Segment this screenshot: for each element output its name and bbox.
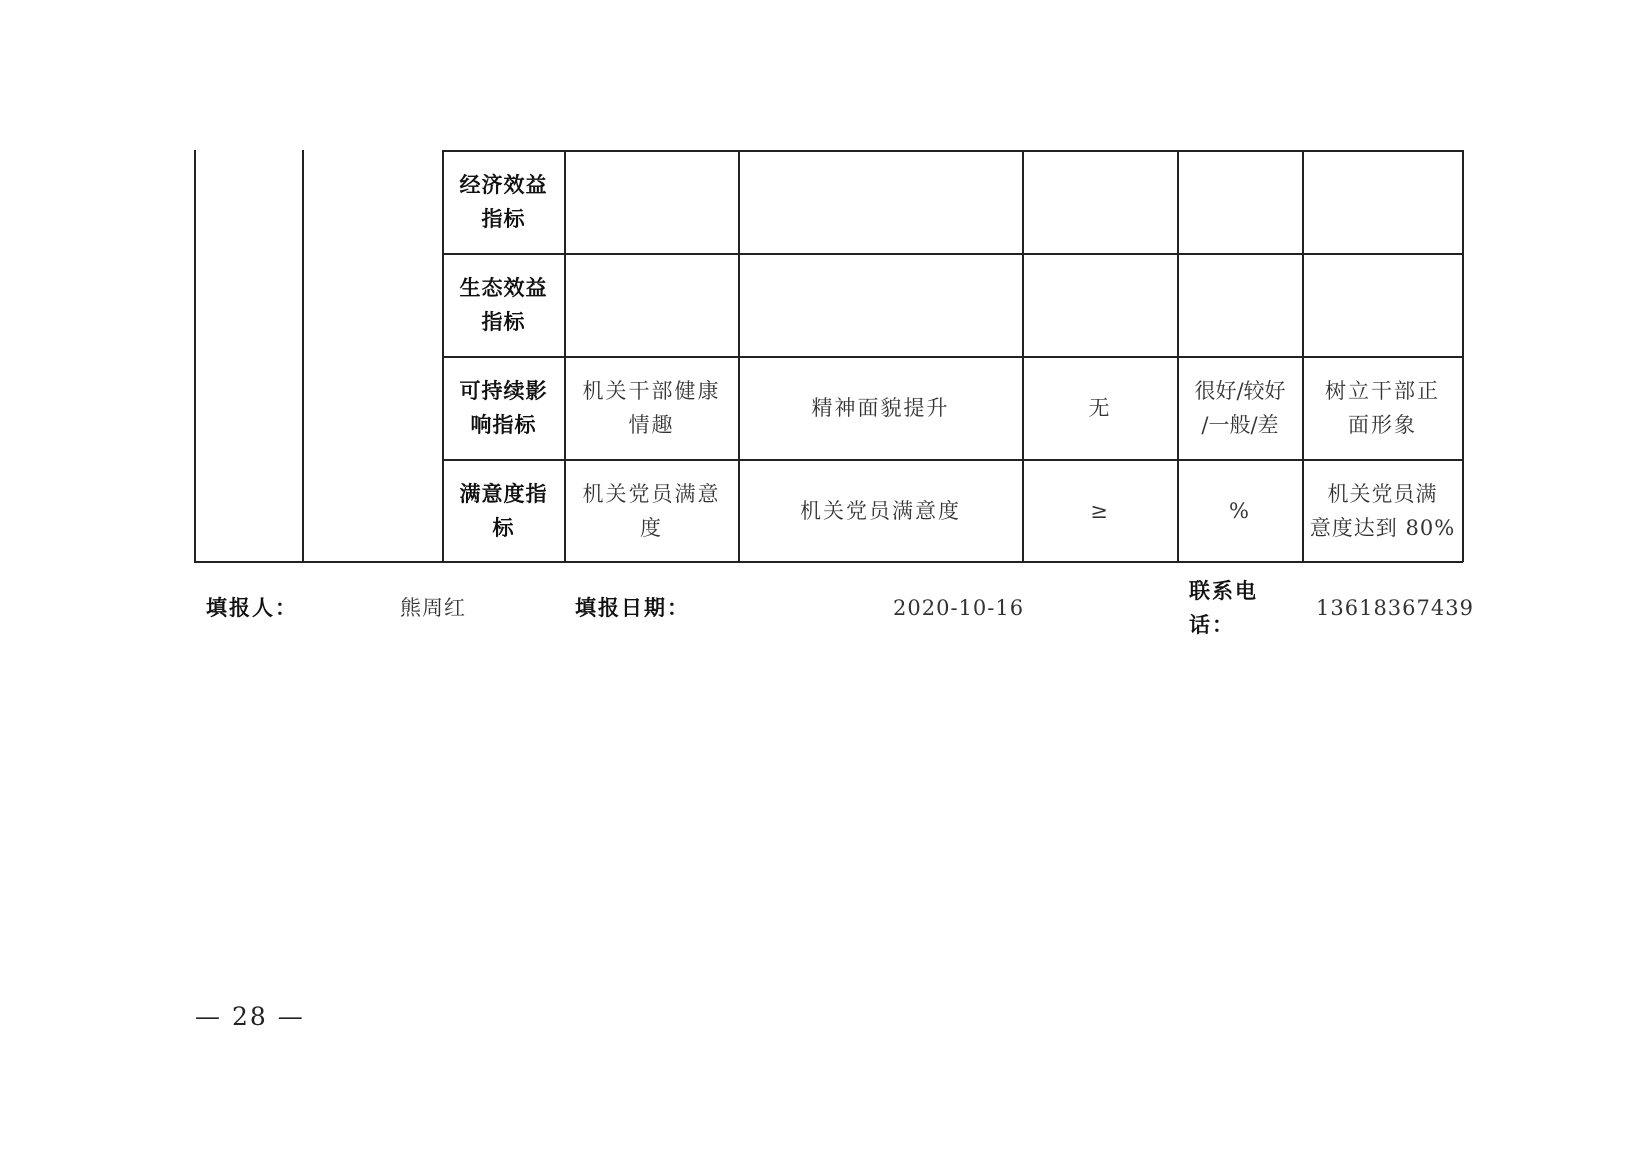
phone-value: 13618367439 [1316,596,1474,620]
table-row-unit-cell [1178,254,1302,356]
table-row-operator-cell: 无 [1088,396,1112,420]
date-label: 填报日期： [575,596,690,620]
table-row-category-cell: 生态效益 指标 [459,276,548,334]
table-row-unit-cell [1178,151,1302,253]
table-right-border [1462,150,1464,562]
table-row-category-cell: 可持续影 响指标 [459,379,548,437]
table-bottom-border [194,561,1463,563]
table-row-item-cell [565,254,738,356]
table-row-detail-cell: 机关党员满意度 [800,498,961,523]
table-row-unit-cell: % [1229,498,1251,523]
table-row-operator-cell [1023,254,1177,356]
table-row-item-cell: 机关干部健康 情趣 [582,379,721,437]
page-number: — 28 — [195,1002,305,1031]
date-value: 2020-10-16 [893,596,1025,620]
table-row-detail-cell: 精神面貌提升 [811,396,950,420]
table-row-detail-cell [739,151,1022,253]
table-left-border [194,150,196,562]
table-row-target-cell: 树立干部正 面形象 [1325,379,1440,437]
table-row-target-cell [1303,254,1462,356]
table-row-category-cell: 经济效益 指标 [459,173,548,231]
filler-label: 填报人： [206,596,298,620]
table-row-operator-cell: ≥ [1090,498,1110,523]
table-row-unit-cell: 很好/较好 /一般/差 [1194,379,1286,437]
table-row-operator-cell [1023,151,1177,253]
filler-value: 熊周红 [400,596,466,620]
column-divider [302,150,304,562]
table-row-detail-cell [739,254,1022,356]
table-row-target-cell: 机关党员满 意度达到 80% [1309,481,1456,540]
table-row-category-cell: 满意度指 标 [459,481,548,540]
table-row-target-cell [1303,151,1462,253]
phone-label: 联系电 话： [1189,579,1258,637]
table-row-item-cell [565,151,738,253]
table-row-item-cell: 机关党员满意 度 [582,481,721,540]
